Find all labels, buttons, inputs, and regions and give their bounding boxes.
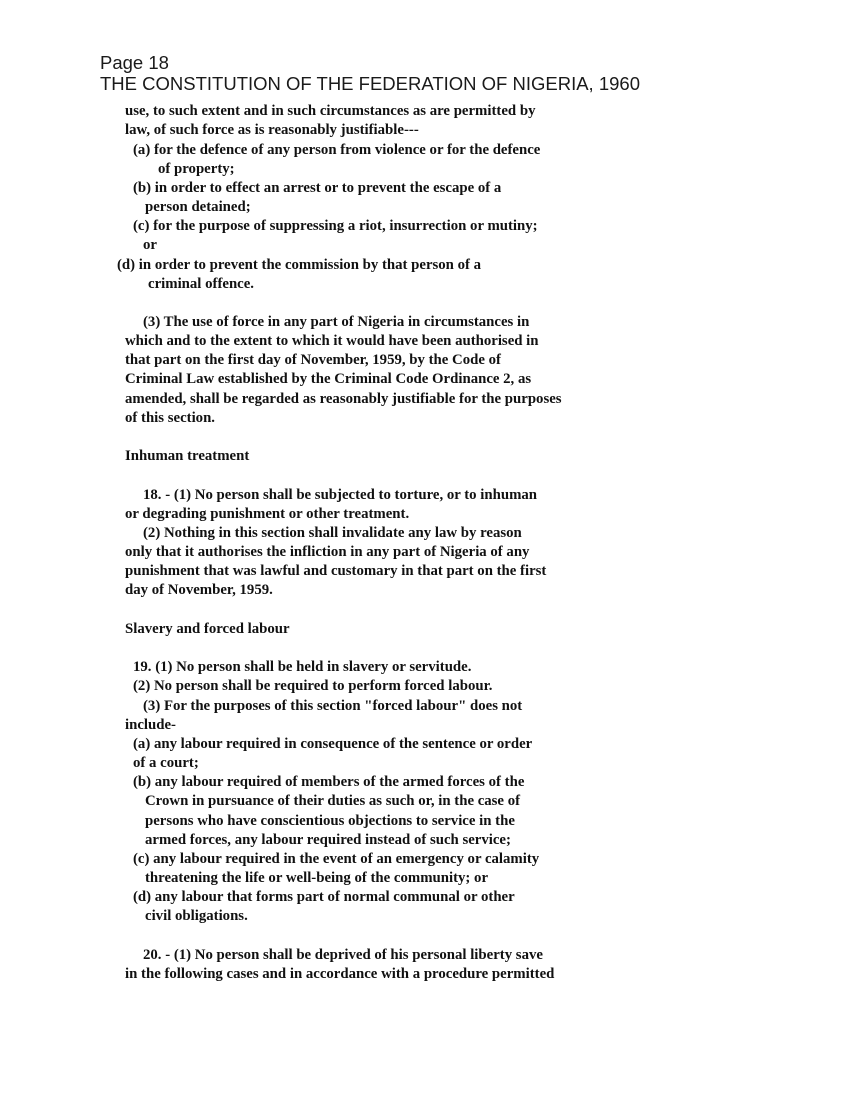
paragraph-line: punishment that was lawful and customary in that part on the first bbox=[125, 563, 547, 579]
page-header bbox=[100, 52, 640, 94]
paragraph-line: that part on the first day of November, 1959, by the Code of bbox=[125, 352, 501, 368]
list-item-line: civil obligations. bbox=[145, 908, 248, 924]
list-item-line: persons who have conscientious objections to service in the bbox=[145, 813, 515, 829]
paragraph-line: only that it authorises the infliction in any part of Nigeria of any bbox=[125, 544, 530, 560]
section-heading: Slavery and forced labour bbox=[125, 621, 290, 637]
paragraph-line: 20. - (1) No person shall be deprived of his personal liberty save bbox=[143, 947, 543, 963]
list-item-line: (b) in order to effect an arrest or to prevent the escape of a bbox=[133, 180, 502, 196]
paragraph-line: (3) For the purposes of this section "forced labour" does not bbox=[143, 698, 523, 714]
paragraph-line: (2) No person shall be required to perform forced labour. bbox=[133, 678, 493, 694]
list-item-line: threatening the life or well-being of the community; or bbox=[145, 870, 489, 886]
document-title: THE CONSTITUTION OF THE FEDERATION OF NIGERIA, 1960 bbox=[100, 73, 640, 94]
paragraph-line: day of November, 1959. bbox=[125, 582, 273, 598]
list-item-line: armed forces, any labour required instead of such service; bbox=[145, 832, 511, 848]
paragraph-line: 19. (1) No person shall be held in slavery or servitude. bbox=[133, 659, 472, 675]
paragraph-line: or degrading punishment or other treatment. bbox=[125, 506, 410, 522]
list-item-line: person detained; bbox=[145, 199, 251, 215]
list-item-line: (d) any labour that forms part of normal communal or other bbox=[133, 889, 515, 905]
text-line: use, to such extent and in such circumstances as are permitted by bbox=[125, 103, 536, 119]
page-number: Page 18 bbox=[100, 52, 169, 73]
text-line: law, of such force as is reasonably justifiable--- bbox=[125, 122, 419, 138]
paragraph-line: Criminal Law established by the Criminal Code Ordinance 2, as bbox=[125, 371, 532, 387]
list-item-line: (c) any labour required in the event of an emergency or calamity bbox=[133, 851, 540, 867]
paragraph-line: which and to the extent to which it would have been authorised in bbox=[125, 333, 539, 349]
paragraph-line: (3) The use of force in any part of Nigeria in circumstances in bbox=[143, 314, 530, 330]
list-item-line: criminal offence. bbox=[148, 276, 255, 292]
list-item-line: (a) any labour required in consequence of the sentence or order bbox=[133, 736, 533, 752]
paragraph-line: 18. - (1) No person shall be subjected to torture, or to inhuman bbox=[143, 487, 538, 503]
list-item-line: (d) in order to prevent the commission by that person of a bbox=[117, 257, 482, 273]
list-item-line: of property; bbox=[158, 161, 235, 177]
paragraph-line: amended, shall be regarded as reasonably justifiable for the purposes bbox=[125, 391, 562, 407]
list-item-line: (c) for the purpose of suppressing a riot, insurrection or mutiny; bbox=[133, 218, 538, 234]
paragraph-line: of this section. bbox=[125, 410, 216, 426]
section-heading: Inhuman treatment bbox=[125, 448, 250, 464]
list-item-line: or bbox=[143, 237, 157, 253]
paragraph-line: in the following cases and in accordance with a procedure permitted bbox=[125, 966, 555, 982]
paragraph-line: (2) Nothing in this section shall invalidate any law by reason bbox=[143, 525, 522, 541]
list-item-line: Crown in pursuance of their duties as such or, in the case of bbox=[145, 793, 521, 809]
list-item-line: (a) for the defence of any person from violence or for the defence bbox=[133, 142, 541, 158]
list-item-line: of a court; bbox=[133, 755, 199, 771]
paragraph-line: include- bbox=[125, 717, 176, 733]
list-item-line: (b) any labour required of members of the armed forces of the bbox=[133, 774, 525, 790]
